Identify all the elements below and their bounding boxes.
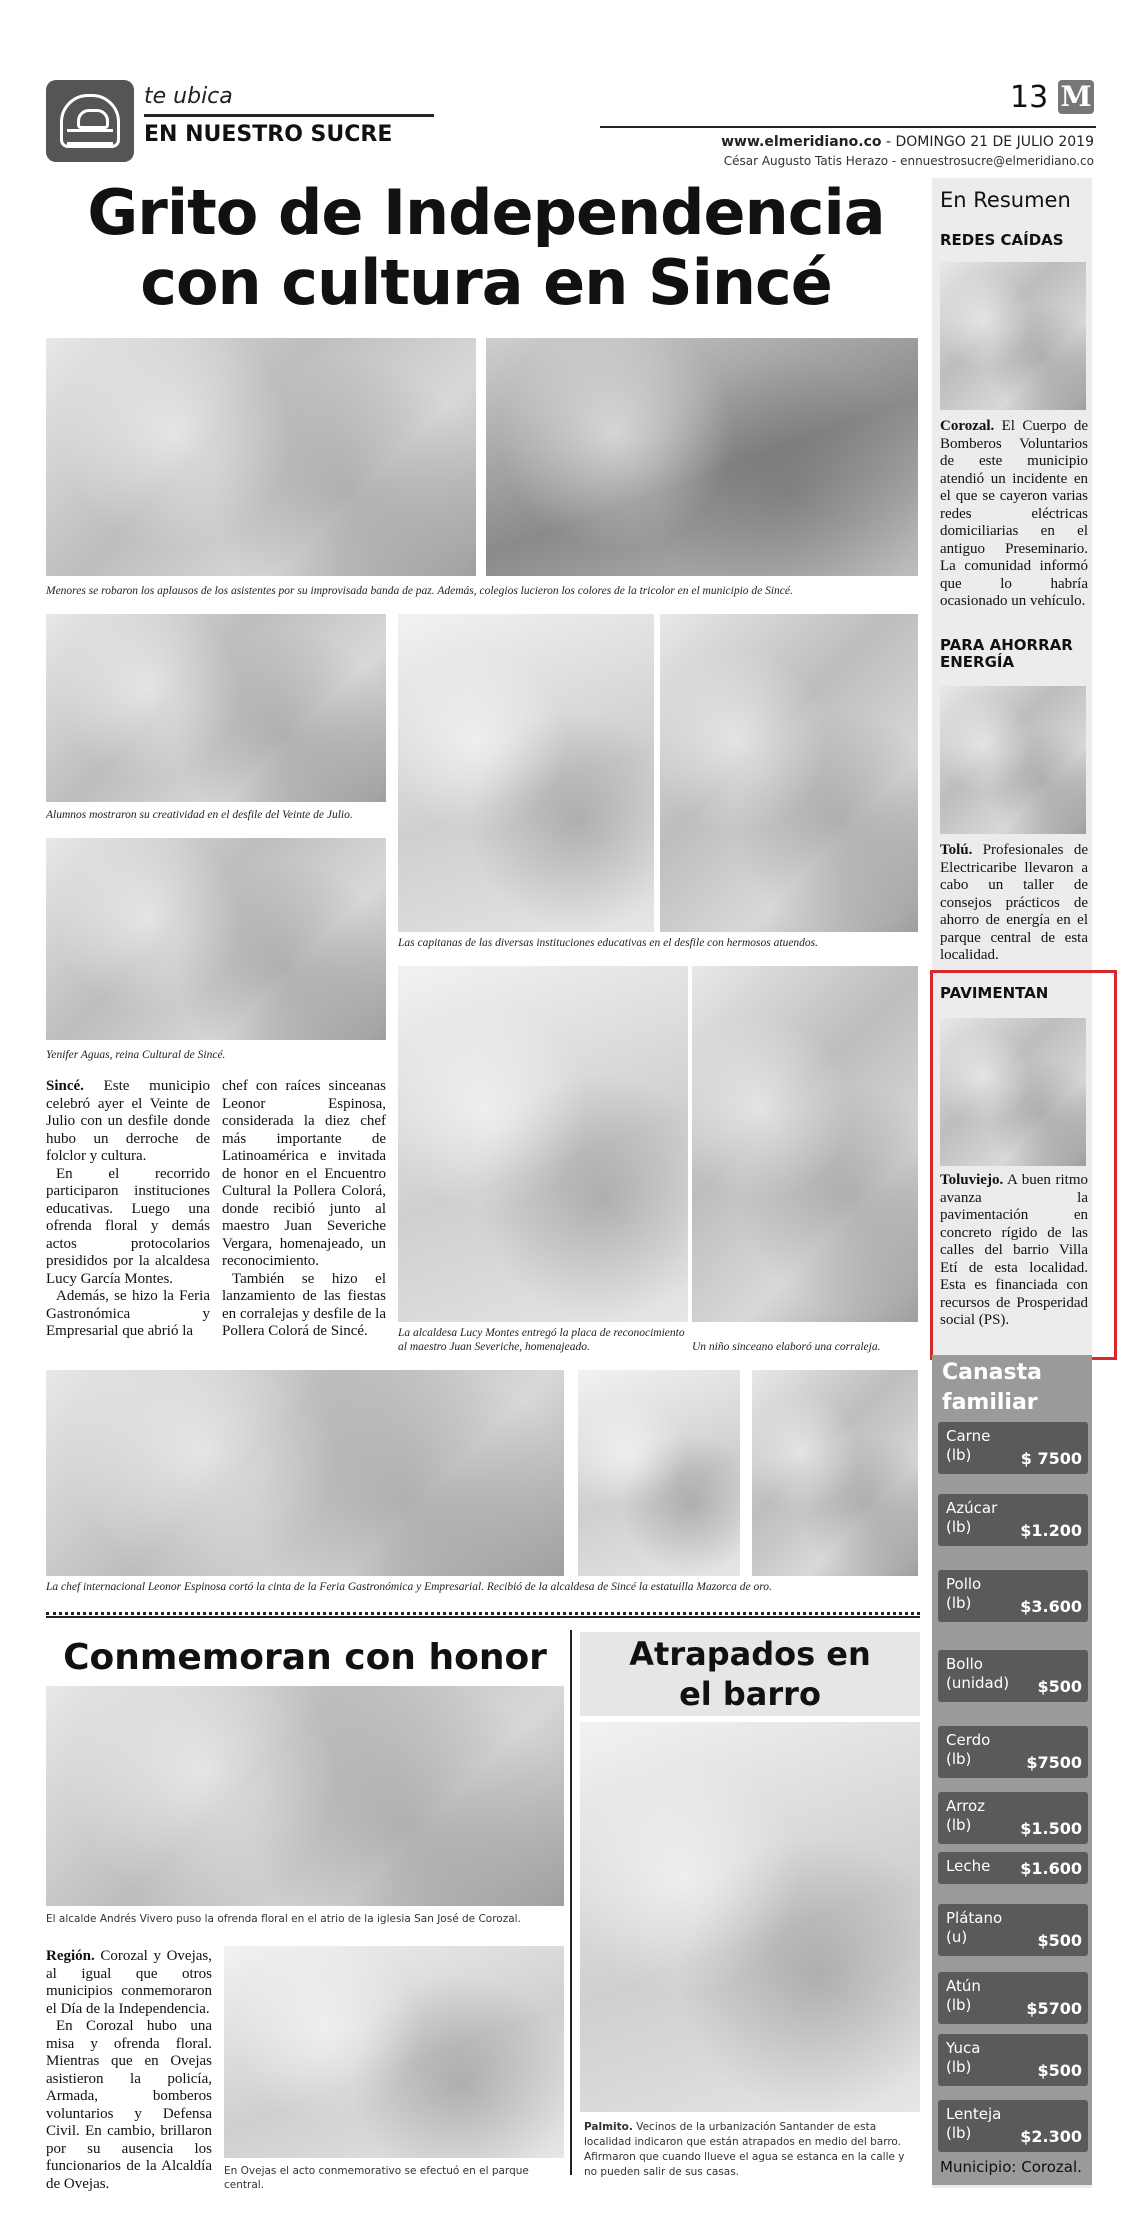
main-body-col-1 <box>46 1078 210 1341</box>
price-item-carne: Carne (lb) $ 7500 <box>938 1422 1088 1474</box>
photo-feria <box>752 1370 918 1576</box>
dateline <box>721 134 1094 150</box>
sidebar-title: En Resumen <box>940 188 1071 212</box>
canasta-title-line-2: familiar <box>942 1390 1038 1415</box>
caption-capitanas: Las capitanas de las diversas instituciones educativas en el desfile con hermosos atuendos. <box>398 937 819 949</box>
main-headline <box>46 178 926 318</box>
brief-body-pavimentan: A buen ritmo avanza la pavimentación en concreto rígido de las calles del barrio Villa Etí de esta localidad. Esta es financiada con recursos de Prosperidad social (PS). <box>940 1172 1088 1328</box>
barro-headline <box>580 1634 920 1714</box>
brief-text-redes <box>940 418 1088 611</box>
section-divider <box>46 1612 920 1618</box>
main-body-p5: También se hizo el lanzamiento de las fiestas en corralejas y desfile de la Pollera Colorá de Sincé. <box>222 1270 386 1339</box>
section-logo <box>46 80 134 162</box>
caption-placa: La alcaldesa Lucy Montes entregó la placa de reconocimiento al maestro Juan Severiche, homenajeado. <box>398 1327 685 1353</box>
barro-headline-line-1: Atrapados en <box>629 1635 871 1673</box>
main-body-p2: En el recorrido participaron instituciones educativas. Luego una ofrenda floral y demás actos protocolarios presididos por la alcaldesa Lucy García Montes. <box>46 1165 210 1287</box>
price-item-arroz: Arroz (lb) $1.500 <box>938 1792 1088 1844</box>
honor-body <box>46 1948 212 2193</box>
photo-placa <box>398 966 688 1322</box>
page-number: 13 <box>1010 80 1049 115</box>
brand-logo: M <box>1058 80 1094 114</box>
caption-banda: Menores se robaron los aplausos de los asistentes por su improvisada banda de paz. Además, colegios lucieron los colores de la tricolor en el municipio de Sincé. <box>46 585 793 597</box>
photo-ovejas <box>224 1946 564 2158</box>
brief-heading-energia: PARA AHORRAR ENERGÍA <box>940 636 1073 671</box>
main-body-p3: Además, se hizo la Feria Gastronómica y Empresarial que abrió la <box>46 1288 210 1339</box>
brief-body-redes: El Cuerpo de Bomberos Voluntarios de este municipio atendió un incidente en el que se cayeron varias redes eléctricas domiciliarias en el antiguo Preseminario. La comunidad informó que lo habría ocasionado un vehículo. <box>940 418 1088 609</box>
header-rule <box>144 114 434 117</box>
canasta-footer: Municipio: Corozal. <box>940 2158 1082 2176</box>
photo-corraleja <box>692 966 918 1322</box>
price-item-yuca: Yuca (lb) $500 <box>938 2034 1088 2086</box>
section-kicker: te ubica <box>144 84 233 109</box>
brief-body-energia: Profesionales de Electricaribe llevaron a cabo un taller de consejos prácticos de ahorro de energía en el parque central de esta localidad. <box>940 842 1088 963</box>
brief-heading-pavimentan: PAVIMENTAN <box>940 984 1049 1002</box>
price-item-leche: Leche $1.600 <box>938 1852 1088 1884</box>
website-link[interactable]: www.elmeridiano.co <box>721 134 882 150</box>
barro-caption-text: Vecinos de la urbanización Santander de esta localidad indicaron que están atrapados en medio del barro. Afirmaron que cuando llueve el agua se estanca en la calle y no pueden salir de sus casas. <box>584 2121 905 2178</box>
main-body-p4: chef con raíces sinceanas Leonor Espinosa, considerada la diez chef más importante de Latinoamérica e invitada de honor en el Encuentro Cultural la Pollera Colorá, donde recibió junto al maestro Juan Severiche Vergara, homenajeado, un reconocimiento. <box>222 1078 386 1269</box>
honor-headline: Conmemoran con honor <box>63 1637 547 1678</box>
main-lead: Sincé. <box>46 1078 84 1094</box>
photo-chef-cinta <box>46 1370 564 1576</box>
brief-heading-redes: REDES CAÍDAS <box>940 231 1064 249</box>
canasta-title <box>942 1358 1042 1418</box>
price-item-cerdo: Cerdo (lb) $7500 <box>938 1726 1088 1778</box>
photo-banda <box>46 338 476 576</box>
column-rule <box>570 1630 572 2175</box>
brief-lead-redes: Corozal. <box>940 418 995 434</box>
caption-barro <box>584 2120 918 2180</box>
price-item-pollo: Pollo (lb) $3.600 <box>938 1570 1088 1622</box>
main-body-p1: Este municipio celebró ayer el Veinte de Julio con un desfile donde hubo un derroche de folclor y cultura. <box>46 1078 210 1164</box>
price-item-bollo: Bollo (unidad) $500 <box>938 1650 1088 1702</box>
price-item-azucar: Azúcar (lb) $1.200 <box>938 1494 1088 1546</box>
caption-chef: La chef internacional Leonor Espinosa cortó la cinta de la Feria Gastronómica y Empresarial. Recibió de la alcaldesa de Sincé la estatuilla Mazorca de oro. <box>46 1581 772 1593</box>
price-item-atun: Atún (lb) $5700 <box>938 1972 1088 2024</box>
section-title: EN NUESTRO SUCRE <box>144 122 393 147</box>
photo-barro <box>580 1722 920 2112</box>
brief-text-pavimentan <box>940 1172 1088 1330</box>
caption-reina: Yenifer Aguas, reina Cultural de Sincé. <box>46 1049 226 1061</box>
header-rule-right <box>600 126 1096 128</box>
photo-pavimentan <box>940 1018 1086 1166</box>
caption-ofrenda: El alcalde Andrés Vivero puso la ofrenda floral en el atrio de la iglesia San José de Corozal. <box>46 1913 521 1925</box>
caption-ovejas: En Ovejas el acto conmemorativo se efectuó en el parque central. <box>224 2165 529 2191</box>
photo-desfile-colegios <box>486 338 918 576</box>
byline: César Augusto Tatis Herazo - ennuestrosucre@elmeridiano.co <box>723 154 1094 168</box>
photo-capitana-1 <box>398 614 654 932</box>
photo-chef-estatuilla <box>578 1370 740 1576</box>
photo-reina <box>46 838 386 1040</box>
honor-body-p2: En Corozal hubo una misa y ofrenda floral. Mientras que en Ovejas asistieron la policía, Armada, bomberos voluntarios y Defensa Civil. En cambio, brillaron por su ausencia los funcionarios de la Alcaldía de Ovejas. <box>46 2018 212 2192</box>
caption-corraleja: Un niño sinceano elaboró una corraleja. <box>692 1341 881 1353</box>
headline-line-1: Grito de Independencia <box>87 176 885 249</box>
brief-lead-energia: Tolú. <box>940 842 973 858</box>
canasta-title-line-1: Canasta <box>942 1360 1042 1385</box>
honor-lead: Región. <box>46 1948 95 1964</box>
photo-alumnos <box>46 614 386 802</box>
honor-body-p1: Corozal y Ovejas, al igual que otros municipios conmemoraron el Día de la Independencia. <box>46 1948 212 2017</box>
price-item-platano: Plátano (u) $500 <box>938 1904 1088 1956</box>
photo-ofrenda <box>46 1686 564 1906</box>
barro-lead: Palmito. <box>584 2121 633 2133</box>
barro-headline-line-2: el barro <box>679 1675 821 1713</box>
caption-alumnos: Alumnos mostraron su creatividad en el desfile del Veinte de Julio. <box>46 809 353 821</box>
photo-redes <box>940 262 1086 410</box>
price-item-lenteja: Lenteja (lb) $2.300 <box>938 2100 1088 2152</box>
headline-line-2: con cultura en Sincé <box>140 246 832 319</box>
photo-energia <box>940 686 1086 834</box>
date-text: - DOMINGO 21 DE JULIO 2019 <box>881 134 1094 150</box>
main-body-col-2 <box>222 1078 386 1341</box>
brief-lead-pavimentan: Toluviejo. <box>940 1172 1004 1188</box>
photo-capitana-2 <box>660 614 918 932</box>
brief-text-energia <box>940 842 1088 965</box>
